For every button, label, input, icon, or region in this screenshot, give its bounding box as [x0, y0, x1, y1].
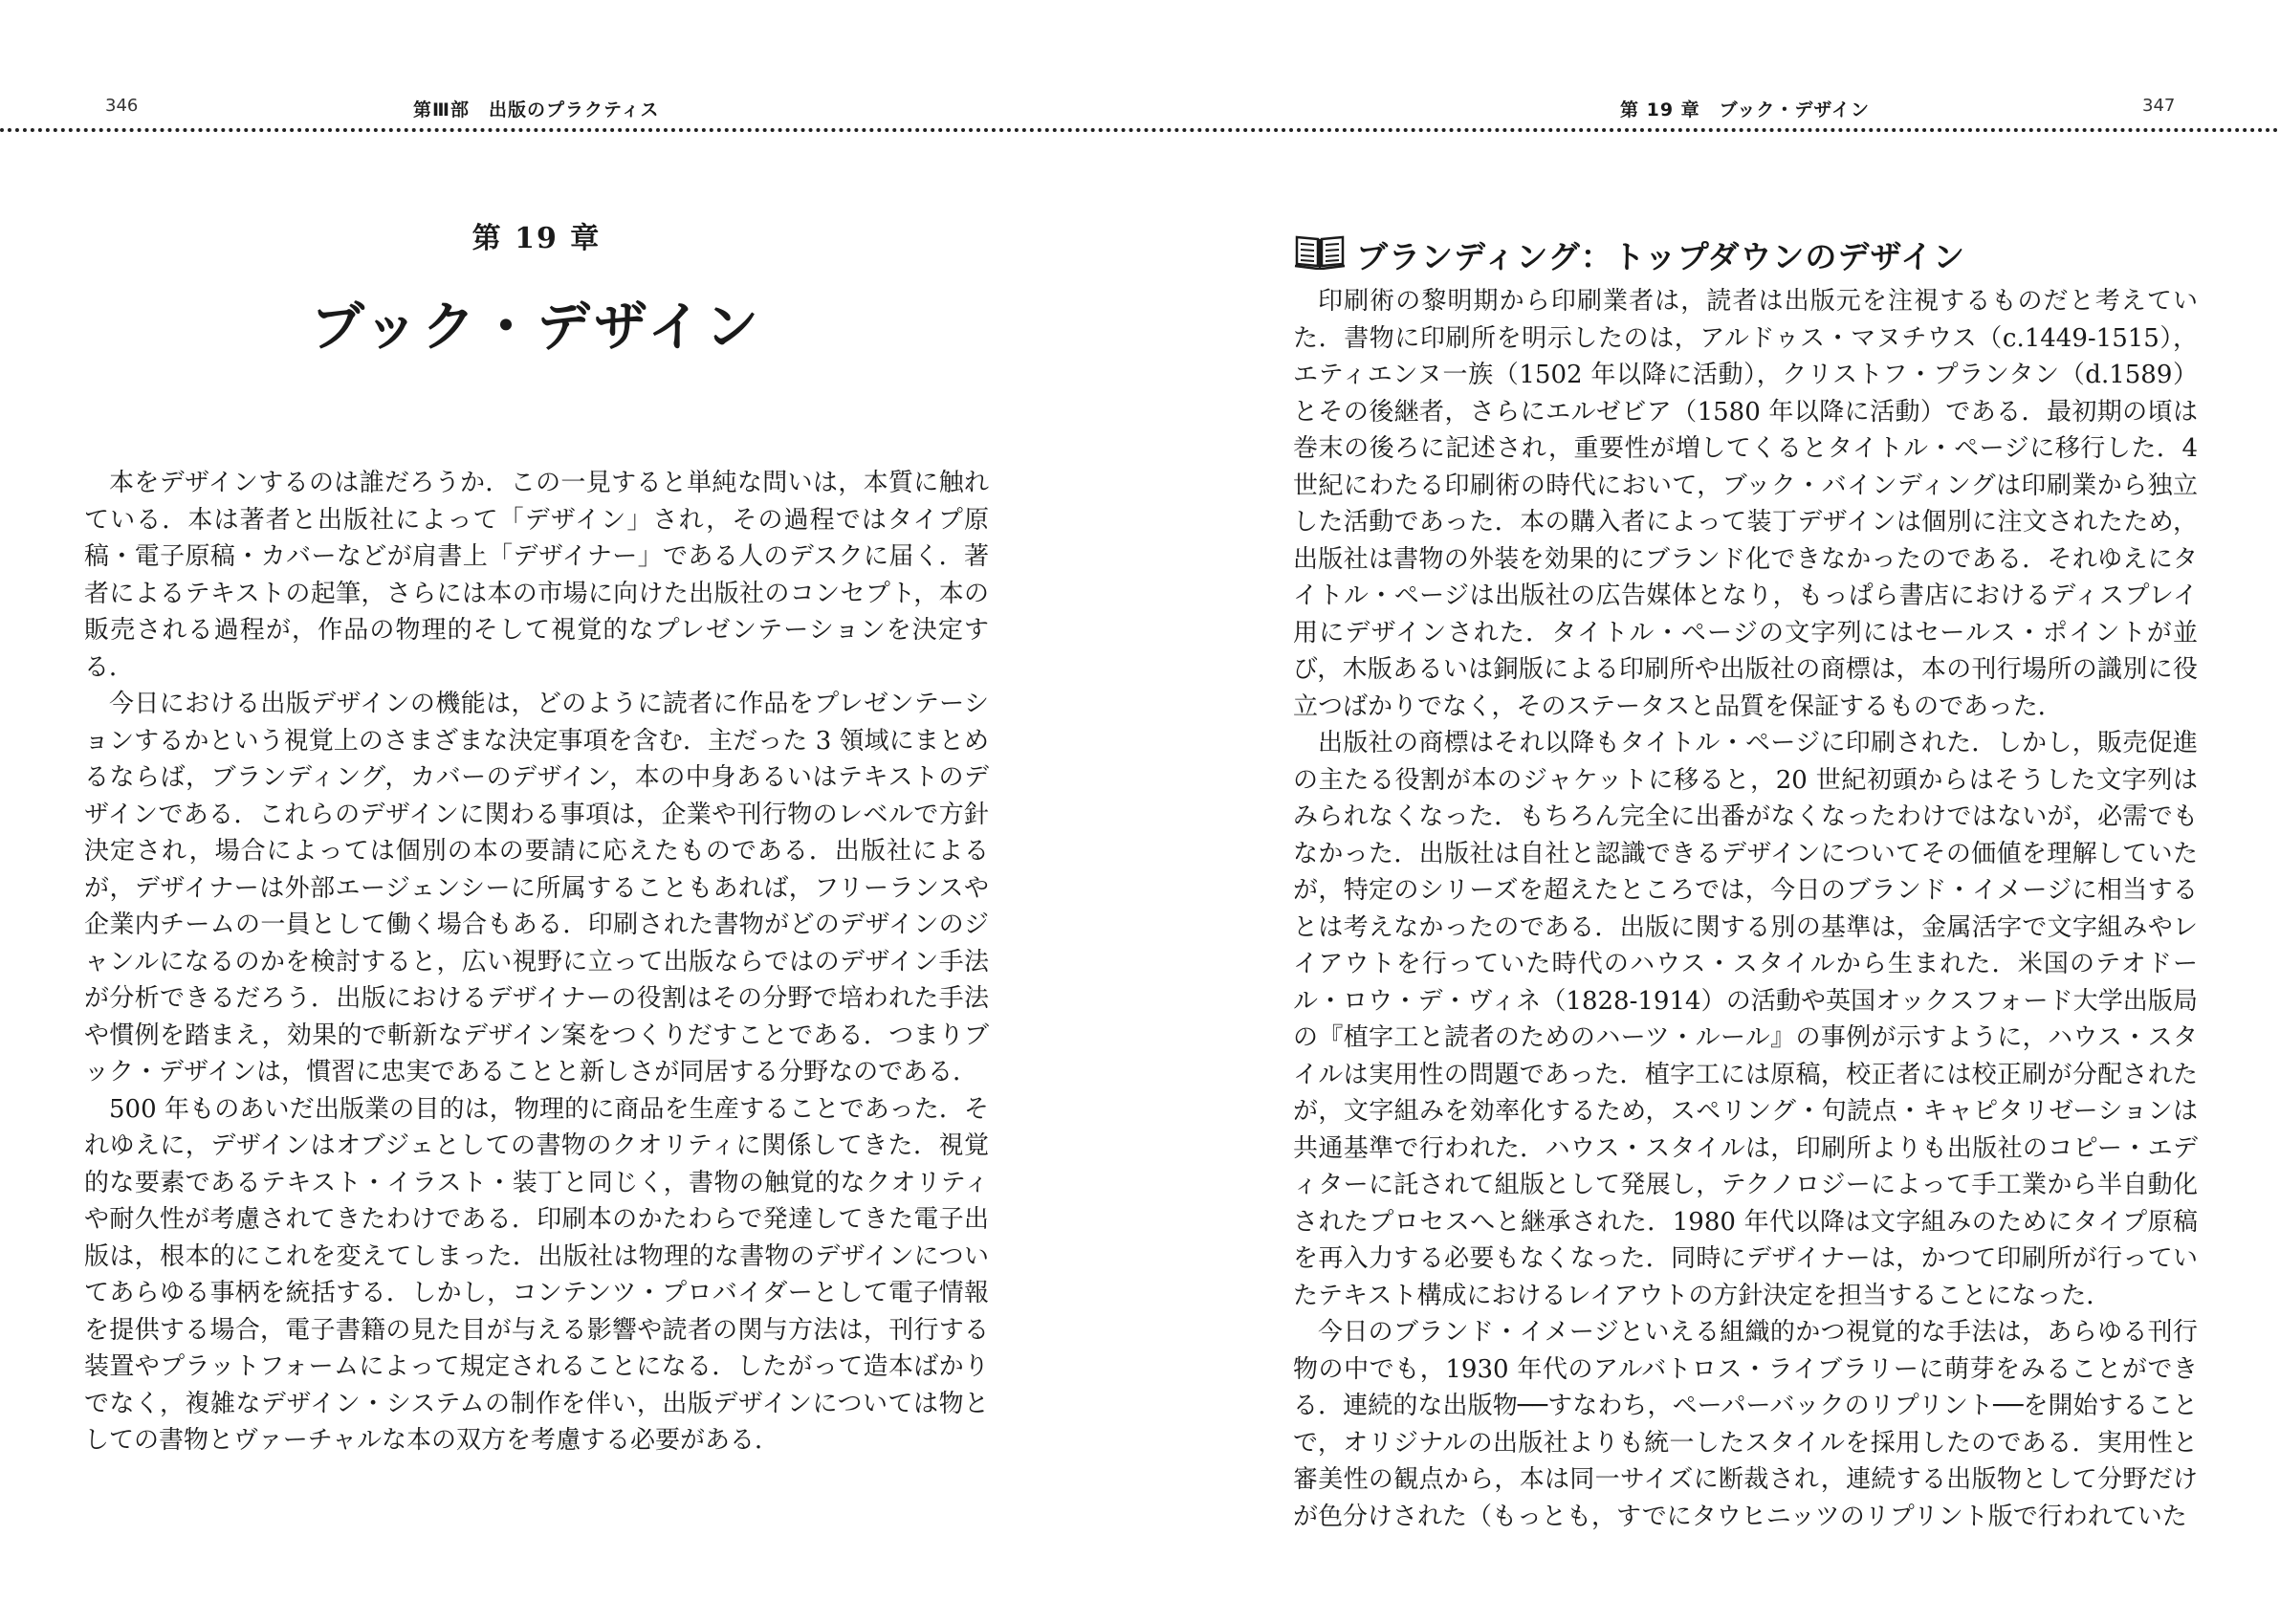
paragraph: 印刷術の黎明期から印刷業者は，読者は出版元を注視するものだと考えていた．書物に印刷所を明示したのは，アルドゥス・マヌチウス（c.1449-1515），エティエンヌ一族（1502 年以降に活動），クリストフ・プランタン（d.1589）とその後継者，さらにエルゼビア（1580 年以降に活動）である．最初期の頃は巻末の後ろに記述され，重要性が増してくるとタイトル・ページに移行した．4 世紀にわたる印刷術の時代において，ブック・バインディングは印刷業から独立した活動であった．本の購入者によって装丁デザインは個別に注文されたため，出版社は書物の外装を効果的にブランド化できなかったのである．それゆえにタイトル・ページは出版社の広告媒体となり，もっぱら書店におけるディスプレイ用にデザインされた．タイトル・ページの文字列にはセールス・ポイントが並び，木版あるいは銅版による印刷所や出版社の商標は，本の刊行場所の識別に役立つばかりでなく，そのステータスと品質を保証するものであった．	[1293, 287, 2198, 721]
section-heading	[1293, 231, 2198, 277]
paragraph: 今日のブランド・イメージといえる組織的かつ視覚的な手法は，あらゆる刊行物の中でも，1930 年代のアルバトロス・ライブラリーに萌芽をみることができる．連続的な出版物──すなわち，ペーパーバックのリプリント──を開始することで，オリジナルの出版社よりも統一したスタイルを採用したのである．実用性と審美性の観点から，本は同一サイズに断裁され，連続する出版物として分野だけが色分けされた（もっとも，すでにタウヒニッツのリプリント版で行われていた	[1293, 1318, 2198, 1531]
paragraph: 今日における出版デザインの機能は，どのように読者に作品をプレゼンテーションするかという視覚上のさまざまな決定事項を含む．主だった 3 領域にまとめるならば，ブランディング，カバーのデザイン，本の中身あるいはテキストのデザインである．これらのデザインに関わる事項は，企業や刊行物のレベルで方針決定され，場合によっては個別の本の要請に応えたものである．出版社によるが，デザイナーは外部エージェンシーに所属することもあれば，フリーランスや企業内チームの一員として働く場合もある．印刷された書物がどのデザインのジャンルになるのかを検討すると，広い視野に立って出版ならではのデザイン手法が分析できるだろう．出版におけるデザイナーの役割はその分野で培われた手法や慣例を踏まえ，効果的で斬新なデザイン案をつくりだすことである．つまりブック・デザインは，慣習に忠実であることと新しさが同居する分野なのである．	[84, 690, 989, 1086]
section-title: ブランディング：トップダウンのデザイン	[1356, 237, 1966, 275]
right-running-head: 第 19 章 ブック・デザイン	[1620, 99, 1871, 121]
left-running-head: 第Ⅲ部 出版のプラクティス	[413, 99, 660, 121]
chapter-title: ブック・デザイン	[310, 296, 763, 359]
open-book-icon	[1293, 231, 1347, 277]
paragraph: 出版社の商標はそれ以降もタイトル・ページに印刷された．しかし，販売促進の主たる役割が本のジャケットに移ると，20 世紀初頭からはそうした文字列はみられなくなった．もちろん完全に出番がなくなったわけではないが，必需でもなかった．出版社は自社と認識できるデザインについてその価値を理解していたが，特定のシリーズを超えたところでは，今日のブランド・イメージに相当するとは考えなかったのである．出版に関する別の基準は，金属活字で文字組みやレイアウトを行っていた時代のハウス・スタイルから生まれた．米国のテオドール・ロウ・デ・ヴィネ（1828-1914）の活動や英国オックスフォード大学出版局の『植字工と読者のためのハーツ・ルール』の事例が示すように，ハウス・スタイルは実用性の問題であった．植字工には原稿，校正者には校正刷が分配されたが，文字組みを効率化するため，スペリング・句読点・キャピタリゼーションは共通基準で行われた．ハウス・スタイルは，印刷所よりも出版社のコピー・エディターに託されて組版として発展し，テクノロジーによって手工業から半自動化されたプロセスへと継承された．1980 年代以降は文字組みのためにタイプ原稿を再入力する必要もなくなった．同時にデザイナーは，かつて印刷所が行っていたテキスト構成におけるレイアウトの方針決定を担当することになった．	[1293, 729, 2198, 1310]
paragraph: 本をデザインするのは誰だろうか．この一見すると単純な問いは，本質に触れている．本は著者と出版社によって「デザイン」され，その過程ではタイプ原稿・電子原稿・カバーなどが肩書上「デザイナー」である人のデスクに届く．著者によるテキストの起筆，さらには本の市場に向けた出版社のコンセプト，本の販売される過程が，作品の物理的そして視覚的なプレゼンテーションを決定する．	[84, 469, 989, 682]
header-dotted-rule	[0, 128, 2280, 132]
chapter-number: 第 19 章	[471, 222, 602, 255]
right-body-text	[1293, 283, 2198, 1535]
left-page-number: 346	[105, 96, 139, 116]
left-body-text	[84, 465, 989, 1459]
paragraph: 500 年ものあいだ出版業の目的は，物理的に商品を生産することであった．それゆえに，デザインはオブジェとしての書物のクオリティに関係してきた．視覚的な要素であるテキスト・イラスト・装丁と同じく，書物の触覚的なクオリティや耐久性が考慮されてきたわけである．印刷本のかたわらで発達してきた電子出版は，根本的にこれを変えてしまった．出版社は物理的な書物のデザインについてあらゆる事柄を統括する．しかし，コンテンツ・プロバイダーとして電子情報を提供する場合，電子書籍の見た目が与える影響や読者の関与方法は，刊行する装置やプラットフォームによって規定されることになる．したがって造本ばかりでなく，複雑なデザイン・システムの制作を伴い，出版デザインについては物としての書物とヴァーチャルな本の双方を考慮する必要がある．	[84, 1094, 989, 1455]
running-header	[92, 92, 2280, 126]
right-page-number: 347	[2142, 96, 2176, 116]
